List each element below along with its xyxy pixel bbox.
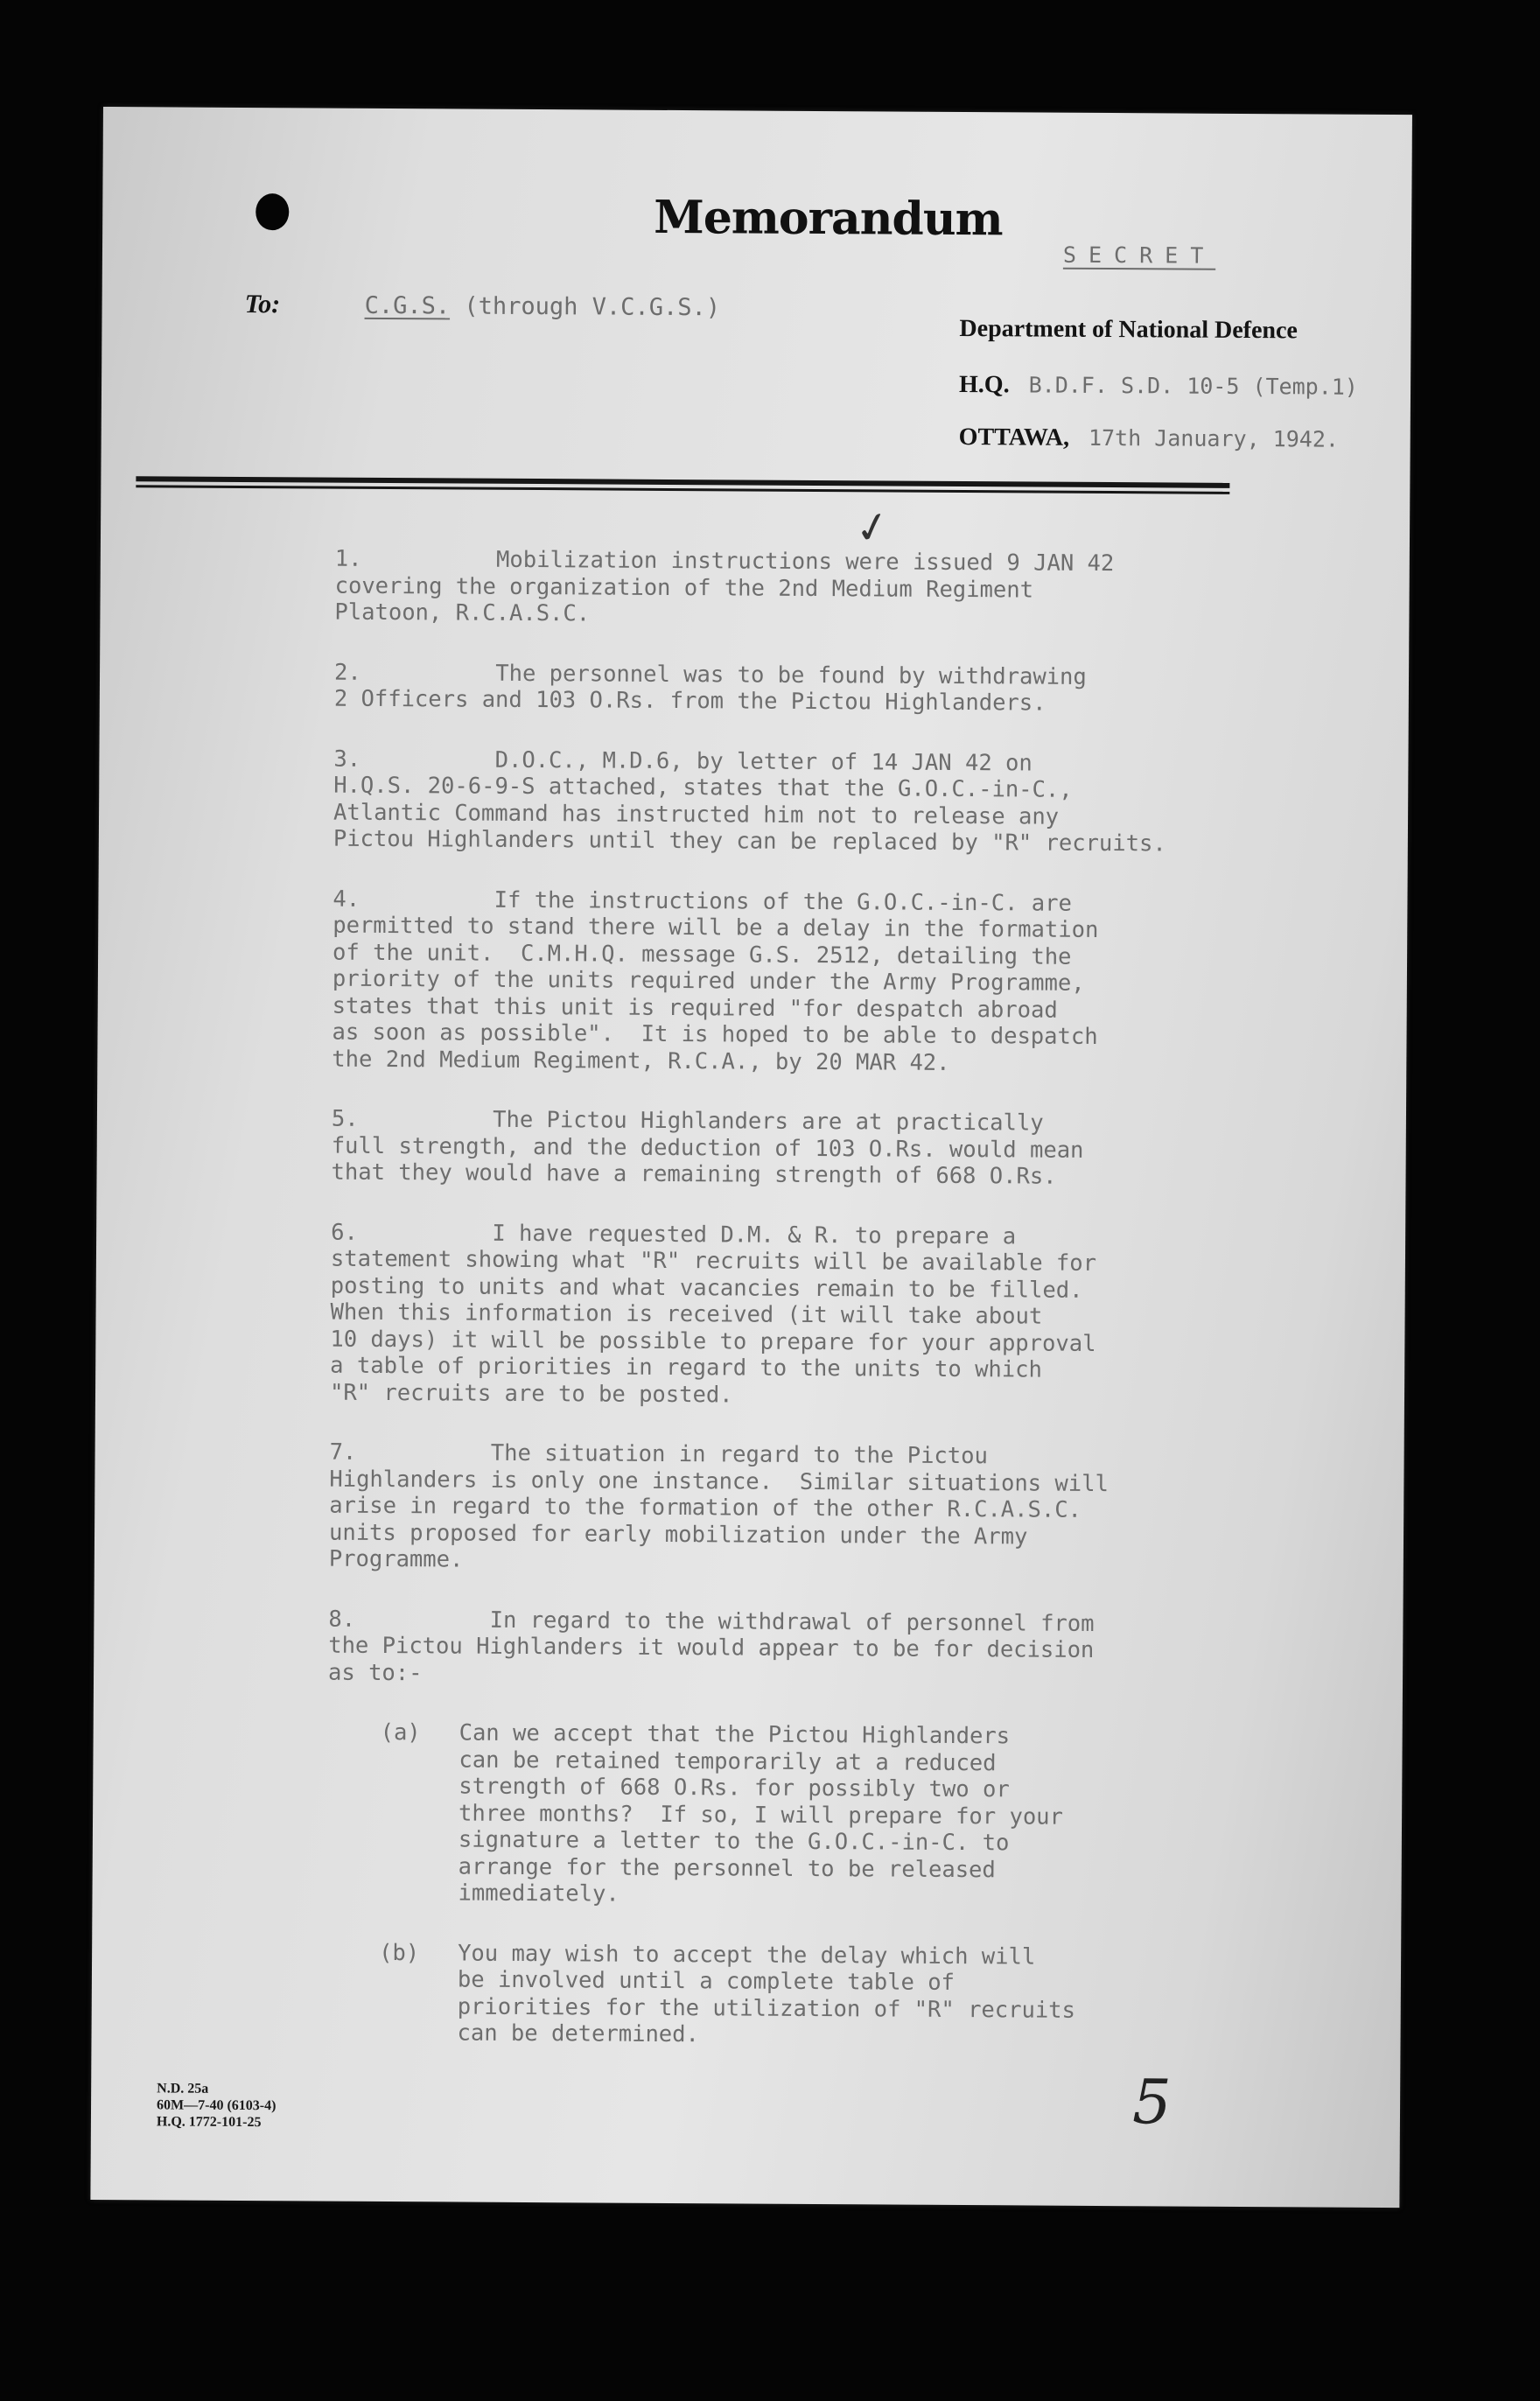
subparagraph-b [378, 1939, 1306, 2051]
footer-hq-code: H.Q. 1772-101-25 [156, 2114, 262, 2131]
paragraph-number: 6. [331, 1219, 358, 1246]
paragraph-text: D.O.C., M.D.6, by letter of 14 JAN 42 on H.Q.S. 20-6-9-S attached, states that the G.O.C.-in-C., Atlantic Command has instructed him not to release any Pictou Highlanders until they can be replaced by "R" recruits. [332, 746, 1166, 858]
paragraph-1 [334, 546, 1315, 632]
department-name: Department of National Defence [959, 314, 1298, 345]
memo-date: 17th January, 1942. [1088, 424, 1340, 452]
paragraph-number: 1. [334, 545, 362, 572]
paragraph-3 [333, 746, 1314, 858]
hq-line [959, 371, 1358, 402]
punch-hole [256, 193, 289, 230]
to-label: To: [244, 289, 281, 319]
paragraph-text: In regard to the withdrawal of personnel from the Pictou Highlanders it would appear to be for decision as to:- [327, 1606, 1095, 1686]
paragraph-number: 4. [332, 886, 360, 913]
hq-file-number: B.D.F. S.D. 10-5 (Temp.1) [1028, 372, 1359, 400]
paragraph-number: 7. [329, 1438, 357, 1466]
subparagraph-label: (b) [379, 1939, 420, 1966]
paragraph-number: 3. [333, 746, 361, 773]
subparagraph-label: (a) [380, 1718, 421, 1746]
paragraph-text: The situation in regard to the Pictou Highlanders is only one instance. Similar situations will arise in regard to the formation of the other R.C.A.S.C. units proposed for early mobilization under the Army Programme. [328, 1439, 1109, 1573]
to-note: (through V.C.G.S.) [464, 292, 721, 322]
footer-form-id: N.D. 25a [157, 2081, 209, 2096]
handwritten-page-number: 5 [1131, 2066, 1172, 2138]
paragraph-number: 8. [328, 1606, 356, 1633]
subparagraph-text: You may wish to accept the delay which will be involved until a complete table of priorities for the utilization of "R" recruits can be determined. [457, 1940, 1076, 2048]
paragraph-text: Mobilization instructions were issued 9 JAN 42 covering the organization of the 2nd Medium Regiment Platoon, R.C.A.S.C. [334, 546, 1115, 627]
place-label: OTTAWA, [958, 423, 1070, 452]
classification-stamp: SECRET [1062, 242, 1216, 269]
paragraph-7 [329, 1439, 1310, 1578]
paragraph-6 [330, 1219, 1311, 1411]
paragraph-number: 5. [331, 1105, 359, 1132]
footer-print-code: 60M—7-40 (6103-4) [156, 2097, 276, 2114]
subparagraph-text: Can we accept that the Pictou Highlanders can be retained temporarily at a reduced strength of 668 O.Rs. for possibly two or three months? If so, I will prepare for your signature a letter to the G.O.C.-in-C. to arrange for the personnel to be released immediately. [458, 1719, 1064, 1908]
hq-label: H.Q. [958, 370, 1010, 399]
form-footer [157, 2080, 276, 2131]
place-date-line [959, 424, 1339, 454]
paragraph-8 [328, 1606, 1309, 1691]
paragraph-5 [331, 1106, 1312, 1192]
check-mark-icon: ✓ [850, 500, 895, 556]
paragraph-number: 2. [333, 659, 361, 686]
memo-title: Memorandum [654, 190, 1003, 247]
paragraph-2 [334, 659, 1314, 718]
to-recipient: C.G.S. [364, 291, 451, 320]
paragraph-text: If the instructions of the G.O.C.-in-C. are permitted to stand there will be a delay in the formation of the unit. C.M.H.Q. message G.S. 2512, detailing the priority of the units required under the Army Programme, states that this unit is required "for despatch abroad as soon as possible". It is hoped to be able to despatch the 2nd Medium Regiment, R.C.A., by 20 MAR 42. [332, 886, 1099, 1076]
subparagraph-a [379, 1719, 1307, 1912]
paragraph-text: The Pictou Highlanders are at practically full strength, and the deduction of 103 O.Rs. would mean that they would have a remaining strength of 668 O.Rs. [331, 1106, 1084, 1190]
memo-body [326, 546, 1315, 2085]
paragraph-4 [332, 886, 1312, 1078]
memo-page [90, 107, 1412, 2208]
to-field [365, 292, 721, 321]
paragraph-text: I have requested D.M. & R. to prepare a statement showing what "R" recruits will be available for posting to units and what vacancies remain to be filled. When this information is received (it will take about 10 days) it will be possible to prepare for your approval a table of priorities in regard to the units to which "R" recruits are to be posted. [329, 1220, 1097, 1408]
paragraph-text: The personnel was to be found by withdrawing 2 Officers and 103 O.Rs. from the Pictou Highlanders. [333, 660, 1087, 717]
